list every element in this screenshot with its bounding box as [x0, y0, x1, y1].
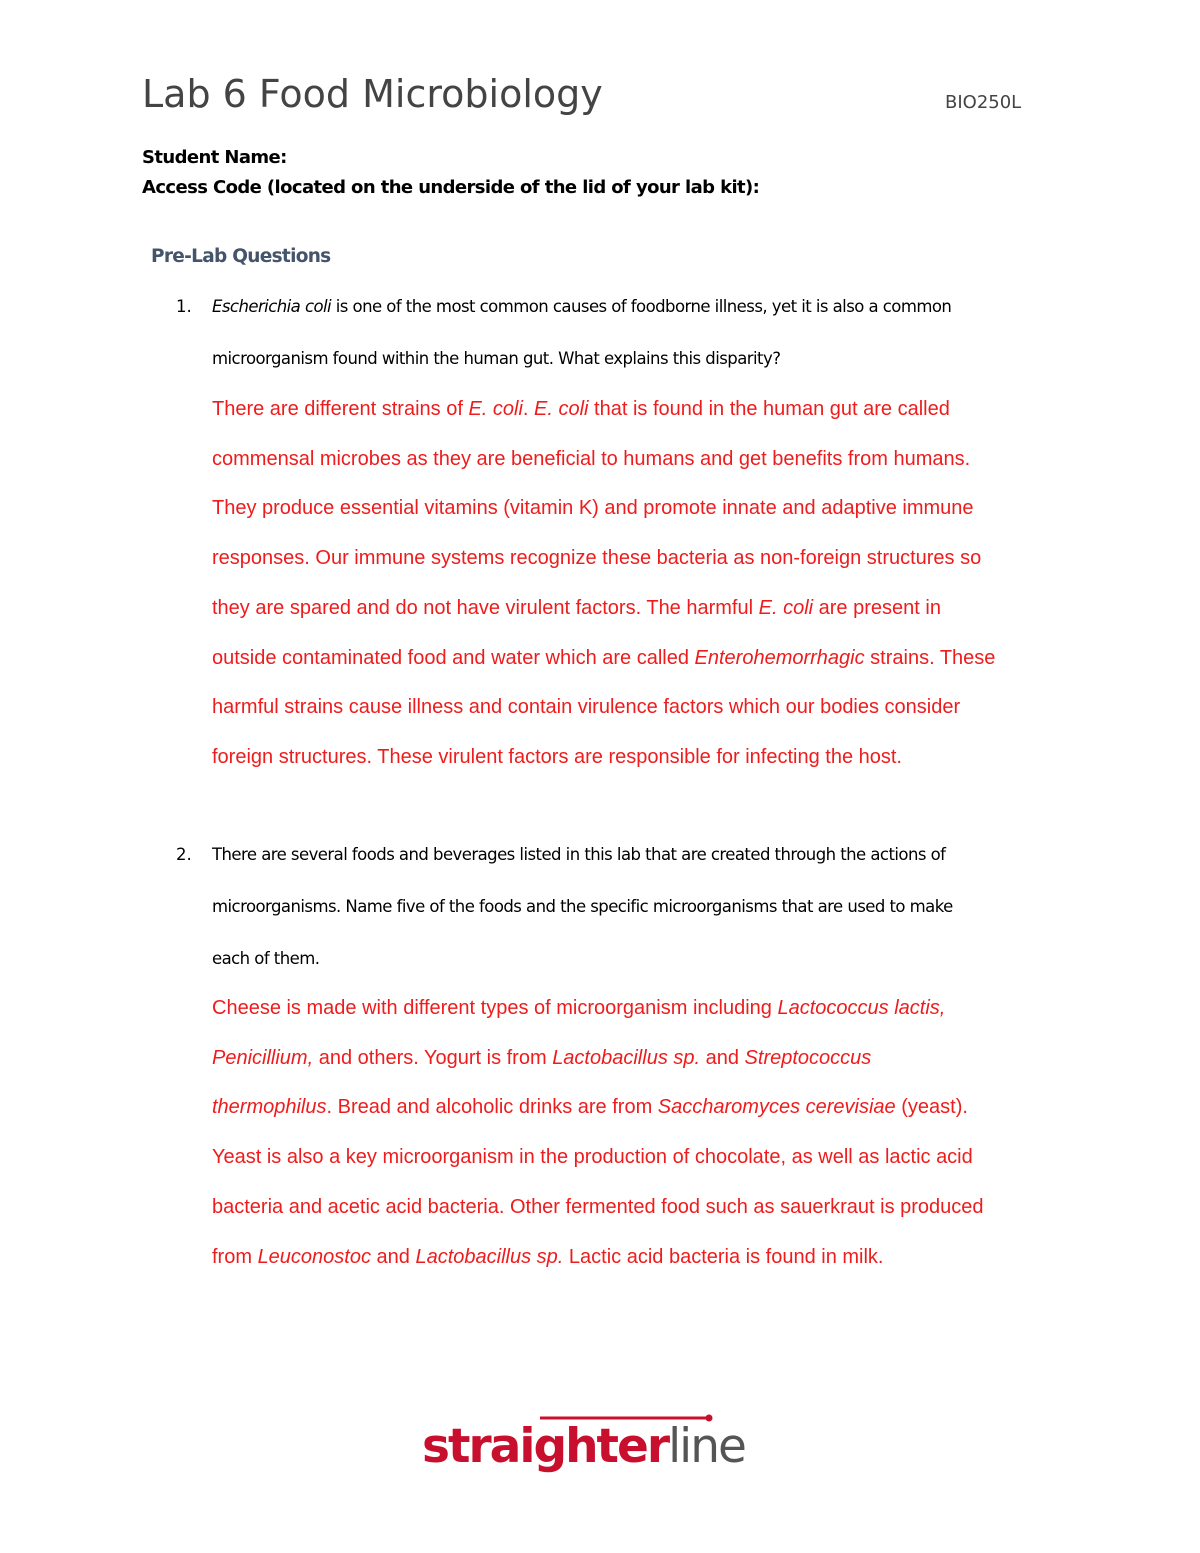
text-segment: is one of the most common causes of foodborne illness, yet it is also a common [331, 297, 952, 316]
text-segment: They produce essential vitamins (vitamin K) and promote innate and adaptive immune [212, 497, 974, 520]
answer-line [212, 984, 1092, 1034]
straighterline-logo [420, 1412, 780, 1482]
answer-line [212, 1233, 1092, 1283]
text-segment: There are several foods and beverages listed in this lab that are created through the actions of [212, 845, 946, 864]
student-fields [142, 143, 759, 203]
italic-segment: Escherichia coli [212, 297, 332, 316]
italic-segment: Penicillium, [212, 1046, 314, 1069]
text-segment: that is found in the human gut are called [588, 398, 950, 420]
text-segment: commensal microbes as they are beneficial to humans and get benefits from humans. [212, 447, 971, 470]
text-segment: . [522, 398, 535, 420]
italic-segment: Saccharomyces cerevisiae [657, 1096, 896, 1119]
answer-line [212, 683, 1092, 733]
course-code: BIO250L [945, 92, 1022, 113]
access-code-label: Access Code (located on the underside of the lid of your lab kit): [142, 177, 760, 198]
italic-segment: E. coli [534, 398, 589, 420]
question-line [212, 333, 1072, 385]
italic-segment: Lactobacillus sp. [552, 1046, 701, 1069]
text-segment: outside contaminated food and water which are called [212, 646, 695, 669]
text-segment: harmful strains cause illness and contain virulence factors which our bodies consider [212, 696, 961, 719]
answer-line [212, 634, 1092, 684]
italic-segment: Enterohemorrhagic [694, 646, 865, 669]
section-heading: Pre-Lab Questions [151, 246, 331, 267]
page-title: Lab 6 Food Microbiology [142, 72, 603, 116]
question-text [212, 829, 1072, 985]
text-segment: they are spared and do not have virulent factors. The harmful [212, 596, 759, 619]
text-segment: and others. Yogurt is from [313, 1046, 553, 1069]
answer-line [212, 1133, 1092, 1183]
question-text [212, 281, 1072, 385]
text-segment: responses. Our immune systems recognize these bacteria as non-foreign structures so [212, 547, 982, 570]
text-segment: Lactic acid bacteria is found in milk. [563, 1245, 884, 1268]
answer-line [212, 1034, 1092, 1084]
italic-segment: Lactobacillus sp. [415, 1245, 564, 1268]
text-segment: from [212, 1245, 258, 1268]
question-line [212, 881, 1072, 933]
answer-line [212, 385, 1092, 435]
text-segment: foreign structures. These virulent factors are responsible for infecting the host. [212, 745, 902, 768]
answer-text [212, 984, 1092, 1282]
text-segment: and [370, 1245, 416, 1268]
logo-bold-text: straighter [422, 1419, 669, 1474]
logo-light-text: line [668, 1419, 745, 1474]
text-segment: There are different strains of [212, 398, 469, 420]
italic-segment: thermophilus [212, 1096, 327, 1119]
question-number: 1. [176, 297, 192, 316]
text-segment: strains. These [864, 646, 996, 669]
question-line [212, 829, 1072, 881]
text-segment: each of them. [212, 949, 320, 968]
italic-segment: E. coli [468, 398, 523, 420]
italic-segment: Lactococcus lactis, [777, 997, 946, 1019]
text-segment: microorganism found within the human gut. What explains this disparity? [212, 349, 781, 368]
student-name-label: Student Name: [142, 147, 287, 168]
question-line [212, 281, 1072, 333]
text-segment: bacteria and acetic acid bacteria. Other fermented food such as sauerkraut is produced [212, 1195, 984, 1218]
answer-line [212, 484, 1092, 534]
text-segment: Yeast is also a key microorganism in the production of chocolate, as well as lactic acid [212, 1146, 973, 1169]
text-segment: Cheese is made with different types of microorganism including [212, 997, 778, 1019]
answer-line [212, 1083, 1092, 1133]
question-number: 2. [176, 845, 192, 864]
answer-line [212, 733, 1092, 783]
italic-segment: E. coli [758, 596, 814, 619]
question-line [212, 933, 1072, 985]
answer-line [212, 584, 1092, 634]
logo-text [422, 1419, 745, 1474]
answer-text [212, 385, 1092, 783]
text-segment: (yeast). [895, 1096, 968, 1119]
text-segment: . Bread and alcoholic drinks are from [326, 1096, 658, 1119]
answer-line [212, 1183, 1092, 1233]
italic-segment: Leuconostoc [257, 1245, 371, 1268]
answer-line [212, 435, 1092, 485]
text-segment: and [700, 1046, 745, 1069]
italic-segment: Streptococcus [744, 1046, 872, 1069]
answer-line [212, 534, 1092, 584]
text-segment: are present in [813, 596, 941, 619]
text-segment: microorganisms. Name five of the foods and the specific microorganisms that are used to make [212, 897, 953, 916]
